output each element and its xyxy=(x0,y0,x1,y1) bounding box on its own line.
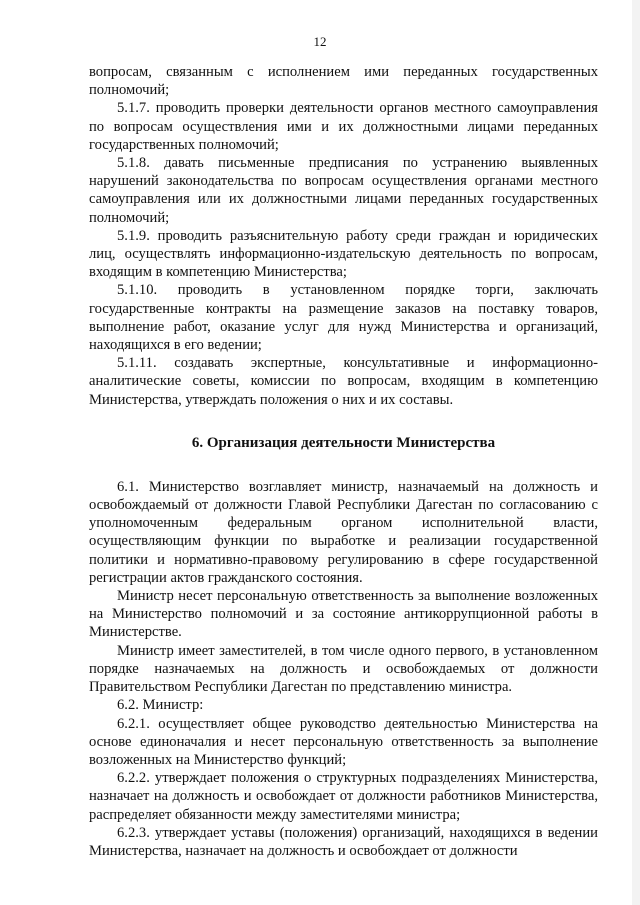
paragraph-6-1-deputies: Министр имеет заместителей, в том числе одного первого, в установленном порядке назначаемых на должность и освобождаемых от должности Правительством Республики Дагестан по представлению министра. xyxy=(89,642,598,696)
paragraph-5-1-11: 5.1.11. создавать экспертные, консультативные и информационно-аналитические советы, комиссии по вопросам, входящим в компетенцию Министерства, утверждать положения о них и их составы. xyxy=(89,355,598,408)
paragraph-5-1-8: 5.1.8. давать письменные предписания по устранению выявленных нарушений законодательства по вопросам осуществления органами местного самоуправления или их должностными лицами переданных государственных полномочий; xyxy=(89,155,598,226)
paragraph-5-1-9: 5.1.9. проводить разъяснительную работу среди граждан и юридических лиц, осуществлять информационно-издательскую деятельность по вопросам, входящим в компетенцию Министерства; xyxy=(89,227,598,281)
paragraph-6-1: 6.1. Министерство возглавляет министр, назначаемый на должность и освобождаемый от должности Главой Республики Дагестан по согласованию с уполномоченным федеральным органом исполнительной власти, осуществляющим функции по выработке и реализации государственной политики и нормативно-правовому регулированию в сфере государственной регистрации актов гражданского состояния. xyxy=(89,478,598,586)
section-6-items xyxy=(89,478,598,860)
paragraph: вопросам, связанным с исполнением ими переданных государственных полномочий; xyxy=(89,64,598,99)
document-body xyxy=(89,63,598,860)
paragraph-6-2-2: 6.2.2. утверждает положения о структурных подразделениях Министерства, назначает на должность и освобождает от должности работников Министерства, распределяет обязанности между заместителями министра; xyxy=(89,770,598,823)
paragraph-5-1-10: 5.1.10. проводить в установленном порядке торги, заключать государственные контракты на размещение заказов на поставку товаров, выполнение работ, оказание услуг для нужд Министерства и организаций, находящихся в его ведении; xyxy=(89,282,598,354)
paragraph-5-1-7: 5.1.7. проводить проверки деятельности органов местного самоуправления по вопросам осуществления ими и их должностными лицами переданных государственных полномочий; xyxy=(89,100,598,153)
paragraph-6-2-1: 6.2.1. осуществляет общее руководство деятельностью Министерства на основе единоначалия и несет персональную ответственность за выполнение возложенных на Министерство функций; xyxy=(89,715,598,768)
paragraph-6-1-responsibility: Министр несет персональную ответственность за выполнение возложенных на Министерство полномочий и за состояние антикоррупционной работы в Министерстве. xyxy=(89,588,598,641)
paragraph-6-2-3: 6.2.3. утверждает уставы (положения) организаций, находящихся в ведении Министерства, назначает на должность и освобождает от должности xyxy=(89,824,598,859)
section-5-items xyxy=(89,63,598,409)
scan-edge xyxy=(632,0,640,905)
paragraph-6-2: 6.2. Министр: xyxy=(117,697,204,714)
page-number: 12 xyxy=(313,34,327,49)
section-heading: 6. Организация деятельности Министерства xyxy=(191,434,496,451)
